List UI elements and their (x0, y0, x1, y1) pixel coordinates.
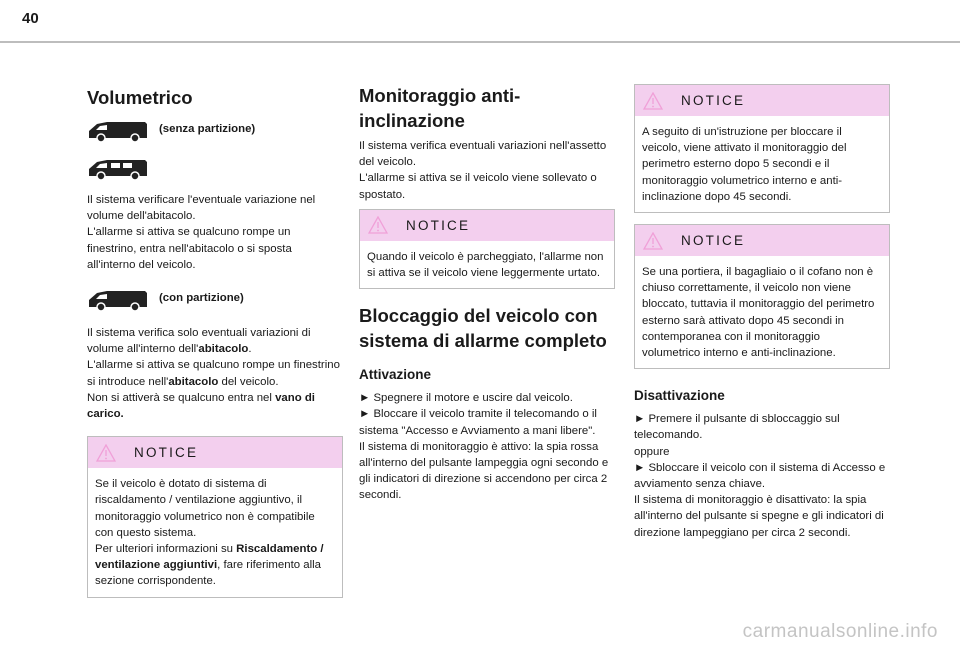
paragraph-system-active: Il sistema di monitoraggio è attivo: la spia rossa all'interno del pulsante lampeggia ogni secondo e gli indicatori di direzione si accendono per circa 2 secondi. (359, 440, 609, 502)
subtitle-deactivation: Disattivazione (634, 388, 725, 404)
warning-triangle-icon (96, 444, 116, 462)
van-icon (87, 157, 149, 181)
notice-text: Quando il veicolo è parcheggiato, l'allarme non si attiva se il veicolo viene leggermente urtato. (367, 250, 604, 280)
warning-triangle-icon (643, 232, 663, 250)
van-row-passenger (87, 156, 343, 182)
notice-box-parked (359, 209, 615, 289)
section-title-volumetrico: Volumetrico (87, 87, 193, 108)
paragraph-partition-c: Non si attiverà se qualcuno entra nel vano di carico. (87, 391, 315, 421)
notice-text: A seguito di un'istruzione per bloccare il veicolo, viene attivato il monitoraggio del perimetro esterno dopo 5 secondi e il monitoraggio volumetrico interno e anti-inclinazione dopo 45 secondi. (642, 126, 847, 203)
notice-box-heating (87, 436, 343, 597)
column-volumetric (87, 80, 343, 598)
paragraph-anti-tilt-a: Il sistema verifica eventuali variazioni nell'assetto del veicolo. (359, 140, 607, 169)
column-notices (634, 84, 890, 541)
paragraph-volumetric-b: L'allarme si attiva se qualcuno rompe un finestrino, entra nell'abitacolo o si sposta all'interno del veicolo. (87, 226, 292, 271)
van-label-no-partition: (senza partizione) (159, 123, 256, 135)
paragraph-volumetric-a: Il sistema verificare l'eventuale variazione nel volume dell'abitacolo. (87, 194, 316, 223)
warning-triangle-icon (643, 92, 663, 110)
notice-title: NOTICE (406, 217, 471, 233)
paragraph-anti-tilt-b: L'allarme si attiva se il veicolo viene sollevato o spostato. (359, 172, 597, 201)
paragraph-partition-b: L'allarme si attiva se qualcuno rompe un finestrino si introduce nell'abitacolo del veicolo. (87, 359, 340, 388)
text-or: oppure (634, 445, 670, 458)
column-anti-tilt (359, 80, 615, 504)
notice-title: NOTICE (134, 445, 199, 461)
step-unlock-remote: ► Premere il pulsante di sbloccaggio sul telecomando. (634, 413, 840, 442)
step-unlock-keyless: ► Sbloccare il veicolo con il sistema di Accesso e avviamento senza chiave. (634, 461, 886, 491)
notice-body (88, 468, 342, 596)
paragraph-system-off: Il sistema di monitoraggio è disattivato: la spia all'interno del pulsante si spegne e gli indicatori di direzione lampeggiano per circa 2 secondi. (634, 494, 884, 539)
section-title-full-alarm: Bloccaggio del veicolo con sistema di allarme completo (359, 305, 607, 352)
van-icon (87, 288, 149, 312)
notice-text: Se una portiera, il bagagliaio o il cofano non è chiuso correttamente, il veicolo non viene bloccato, tuttavia il monitoraggio del perimetro esterno sarà attivato dopo 45 secondi in contemporanea con il monitoraggio volumetrico interno e anti-inclinazione. (642, 266, 875, 360)
notice-title: NOTICE (681, 233, 746, 249)
notice-box-locking (634, 84, 890, 213)
section-title-anti-tilt: Monitoraggio anti-inclinazione (359, 85, 521, 131)
header-rule (0, 41, 960, 43)
notice-text-b: Per ulteriori informazioni su Riscaldamento / ventilazione aggiuntivi, fare riferimento alla sezione corrispondente. (95, 543, 324, 588)
notice-header (635, 225, 889, 256)
notice-body (635, 116, 889, 212)
notice-box-door-open (634, 224, 890, 369)
notice-body (635, 256, 889, 368)
subtitle-activation: Attivazione (359, 367, 432, 383)
page-number: 40 (22, 10, 39, 27)
notice-header (635, 85, 889, 116)
van-label-with-partition: (con partizione) (159, 292, 244, 305)
paragraph-partition-a: Il sistema verifica solo eventuali variazioni di volume all'interno dell'abitacolo. (87, 327, 311, 356)
van-row-with-partition (87, 287, 343, 313)
warning-triangle-icon (368, 216, 388, 234)
notice-header (88, 437, 342, 468)
step-engine-off: ► Spegnere il motore e uscire dal veicolo. (359, 392, 573, 405)
watermark: carmanualsonline.info (742, 621, 938, 642)
notice-body (360, 241, 614, 288)
van-row-no-partition (87, 118, 343, 144)
notice-title: NOTICE (681, 93, 746, 108)
step-lock: ► Bloccare il veicolo tramite il telecomando o il sistema "Accesso e Avviamento a mani libere". (359, 408, 597, 437)
van-icon (87, 119, 149, 143)
notice-header (360, 210, 614, 241)
notice-text-a: Se il veicolo è dotato di sistema di riscaldamento / ventilazione aggiuntivo, il monitoraggio volumetrico non è compatibile con questo sistema. (95, 478, 315, 539)
